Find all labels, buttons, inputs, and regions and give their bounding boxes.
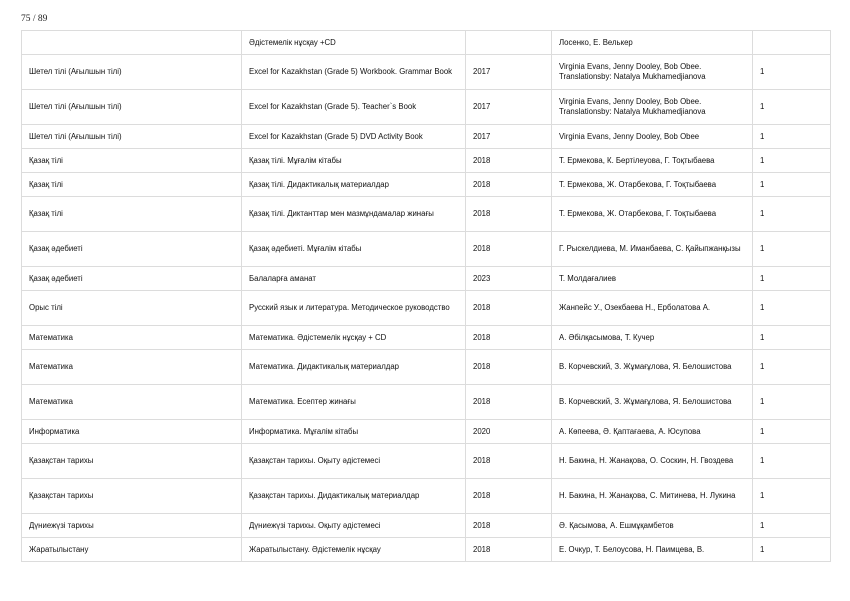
quantity-cell: 1 bbox=[753, 232, 831, 267]
quantity-cell: 1 bbox=[753, 326, 831, 350]
subject-cell: Дүниежүзі тарихы bbox=[22, 514, 242, 538]
quantity-cell: 1 bbox=[753, 420, 831, 444]
year-cell: 2018 bbox=[466, 538, 552, 562]
authors-cell: Т. Ермекова, К. Бертілеуова, Г. Тоқтыбаева bbox=[552, 149, 753, 173]
quantity-cell: 1 bbox=[753, 350, 831, 385]
table-row bbox=[22, 125, 831, 149]
subject-cell: Математика bbox=[22, 326, 242, 350]
table-row bbox=[22, 479, 831, 514]
quantity-cell: 1 bbox=[753, 197, 831, 232]
year-cell: 2018 bbox=[466, 173, 552, 197]
table-row bbox=[22, 232, 831, 267]
subject-cell bbox=[22, 31, 242, 55]
subject-cell: Орыс тілі bbox=[22, 291, 242, 326]
title-cell: Қазақстан тарихы. Оқыту әдістемесі bbox=[242, 444, 466, 479]
title-cell: Қазақ тілі. Диктанттар мен мазмұндамалар жинағы bbox=[242, 197, 466, 232]
table-row bbox=[22, 90, 831, 125]
subject-cell: Жаратылыстану bbox=[22, 538, 242, 562]
year-cell: 2020 bbox=[466, 420, 552, 444]
quantity-cell: 1 bbox=[753, 267, 831, 291]
table-row bbox=[22, 291, 831, 326]
year-cell: 2018 bbox=[466, 444, 552, 479]
title-cell: Excel for Kazakhstan (Grade 5) Workbook. Grammar Book bbox=[242, 55, 466, 90]
title-cell: Қазақстан тарихы. Дидактикалық материалдар bbox=[242, 479, 466, 514]
quantity-cell: 1 bbox=[753, 125, 831, 149]
authors-cell: В. Корчевский, З. Жұмағұлова, Я. Белошистова bbox=[552, 385, 753, 420]
table-row bbox=[22, 385, 831, 420]
title-cell: Excel for Kazakhstan (Grade 5). Teacher`s Book bbox=[242, 90, 466, 125]
subject-cell: Шетел тілі (Ағылшын тілі) bbox=[22, 55, 242, 90]
books-table bbox=[21, 30, 831, 562]
subject-cell: Математика bbox=[22, 350, 242, 385]
authors-cell: Е. Очкур, Т. Белоусова, Н. Паимцева, В. bbox=[552, 538, 753, 562]
quantity-cell: 1 bbox=[753, 149, 831, 173]
year-cell: 2018 bbox=[466, 232, 552, 267]
table-row bbox=[22, 55, 831, 90]
authors-cell: Лосенко, Е. Велькер bbox=[552, 31, 753, 55]
subject-cell: Қазақ әдебиеті bbox=[22, 232, 242, 267]
quantity-cell: 1 bbox=[753, 291, 831, 326]
table-row bbox=[22, 326, 831, 350]
authors-cell: А. Көпеева, Ә. Қаптағаева, А. Юсупова bbox=[552, 420, 753, 444]
table-row bbox=[22, 444, 831, 479]
quantity-cell: 1 bbox=[753, 55, 831, 90]
authors-cell: Т. Ермекова, Ж. Отарбекова, Г. Тоқтыбаева bbox=[552, 173, 753, 197]
authors-cell: Virginia Evans, Jenny Dooley, Bob Obee. Translationsby: Natalya Mukhamedjianova bbox=[552, 55, 753, 90]
title-cell: Математика. Әдістемелік нұсқау + CD bbox=[242, 326, 466, 350]
title-cell: Жаратылыстану. Әдістемелік нұсқау bbox=[242, 538, 466, 562]
year-cell: 2017 bbox=[466, 125, 552, 149]
quantity-cell: 1 bbox=[753, 514, 831, 538]
title-cell: Математика. Есептер жинағы bbox=[242, 385, 466, 420]
subject-cell: Қазақ тілі bbox=[22, 197, 242, 232]
table-row bbox=[22, 538, 831, 562]
title-cell: Қазақ тілі. Дидактикалық материалдар bbox=[242, 173, 466, 197]
title-cell: Дүниежүзі тарихы. Оқыту әдістемесі bbox=[242, 514, 466, 538]
authors-cell: Г. Рыскелдиева, М. Иманбаева, С. Қайыпжанқызы bbox=[552, 232, 753, 267]
year-cell: 2018 bbox=[466, 149, 552, 173]
table-row bbox=[22, 149, 831, 173]
quantity-cell: 1 bbox=[753, 90, 831, 125]
title-cell: Қазақ әдебиеті. Мұғалім кітабы bbox=[242, 232, 466, 267]
year-cell: 2018 bbox=[466, 514, 552, 538]
subject-cell: Қазақстан тарихы bbox=[22, 479, 242, 514]
year-cell: 2017 bbox=[466, 90, 552, 125]
title-cell: Қазақ тілі. Мұғалім кітабы bbox=[242, 149, 466, 173]
year-cell bbox=[466, 31, 552, 55]
authors-cell: Жанпейс У., Озекбаева Н., Ерболатова А. bbox=[552, 291, 753, 326]
quantity-cell: 1 bbox=[753, 173, 831, 197]
table-row bbox=[22, 197, 831, 232]
table-row bbox=[22, 420, 831, 444]
authors-cell: Н. Бакина, Н. Жанақова, С. Митинева, Н. Лукина bbox=[552, 479, 753, 514]
authors-cell: Virginia Evans, Jenny Dooley, Bob Obee bbox=[552, 125, 753, 149]
books-table-body bbox=[22, 31, 831, 562]
authors-cell: В. Корчевский, З. Жұмағұлова, Я. Белошистова bbox=[552, 350, 753, 385]
year-cell: 2018 bbox=[466, 197, 552, 232]
subject-cell: Қазақстан тарихы bbox=[22, 444, 242, 479]
quantity-cell: 1 bbox=[753, 444, 831, 479]
title-cell: Математика. Дидактикалық материалдар bbox=[242, 350, 466, 385]
authors-cell: Н. Бакина, Н. Жанақова, О. Соскин, Н. Гвоздева bbox=[552, 444, 753, 479]
quantity-cell: 1 bbox=[753, 538, 831, 562]
table-row bbox=[22, 514, 831, 538]
quantity-cell bbox=[753, 31, 831, 55]
authors-cell: Т. Молдағалиев bbox=[552, 267, 753, 291]
quantity-cell: 1 bbox=[753, 479, 831, 514]
table-row bbox=[22, 31, 831, 55]
quantity-cell: 1 bbox=[753, 385, 831, 420]
year-cell: 2018 bbox=[466, 291, 552, 326]
table-row bbox=[22, 173, 831, 197]
authors-cell: А. Әбілқасымова, Т. Кучер bbox=[552, 326, 753, 350]
page-number: 75 / 89 bbox=[21, 14, 48, 24]
subject-cell: Қазақ әдебиеті bbox=[22, 267, 242, 291]
subject-cell: Информатика bbox=[22, 420, 242, 444]
title-cell: Excel for Kazakhstan (Grade 5) DVD Activity Book bbox=[242, 125, 466, 149]
authors-cell: Т. Ермекова, Ж. Отарбекова, Г. Тоқтыбаева bbox=[552, 197, 753, 232]
year-cell: 2023 bbox=[466, 267, 552, 291]
year-cell: 2018 bbox=[466, 350, 552, 385]
subject-cell: Қазақ тілі bbox=[22, 149, 242, 173]
year-cell: 2018 bbox=[466, 326, 552, 350]
title-cell: Әдістемелік нұсқау +CD bbox=[242, 31, 466, 55]
year-cell: 2018 bbox=[466, 385, 552, 420]
year-cell: 2018 bbox=[466, 479, 552, 514]
title-cell: Русский язык и литература. Методическое руководство bbox=[242, 291, 466, 326]
table-row bbox=[22, 267, 831, 291]
title-cell: Информатика. Мұғалім кітабы bbox=[242, 420, 466, 444]
title-cell: Балаларға аманат bbox=[242, 267, 466, 291]
subject-cell: Математика bbox=[22, 385, 242, 420]
subject-cell: Шетел тілі (Ағылшын тілі) bbox=[22, 125, 242, 149]
table-row bbox=[22, 350, 831, 385]
subject-cell: Шетел тілі (Ағылшын тілі) bbox=[22, 90, 242, 125]
authors-cell: Ә. Қасымова, А. Ешмұқамбетов bbox=[552, 514, 753, 538]
authors-cell: Virginia Evans, Jenny Dooley, Bob Obee. Translationsby: Natalya Mukhamedjianova bbox=[552, 90, 753, 125]
subject-cell: Қазақ тілі bbox=[22, 173, 242, 197]
year-cell: 2017 bbox=[466, 55, 552, 90]
